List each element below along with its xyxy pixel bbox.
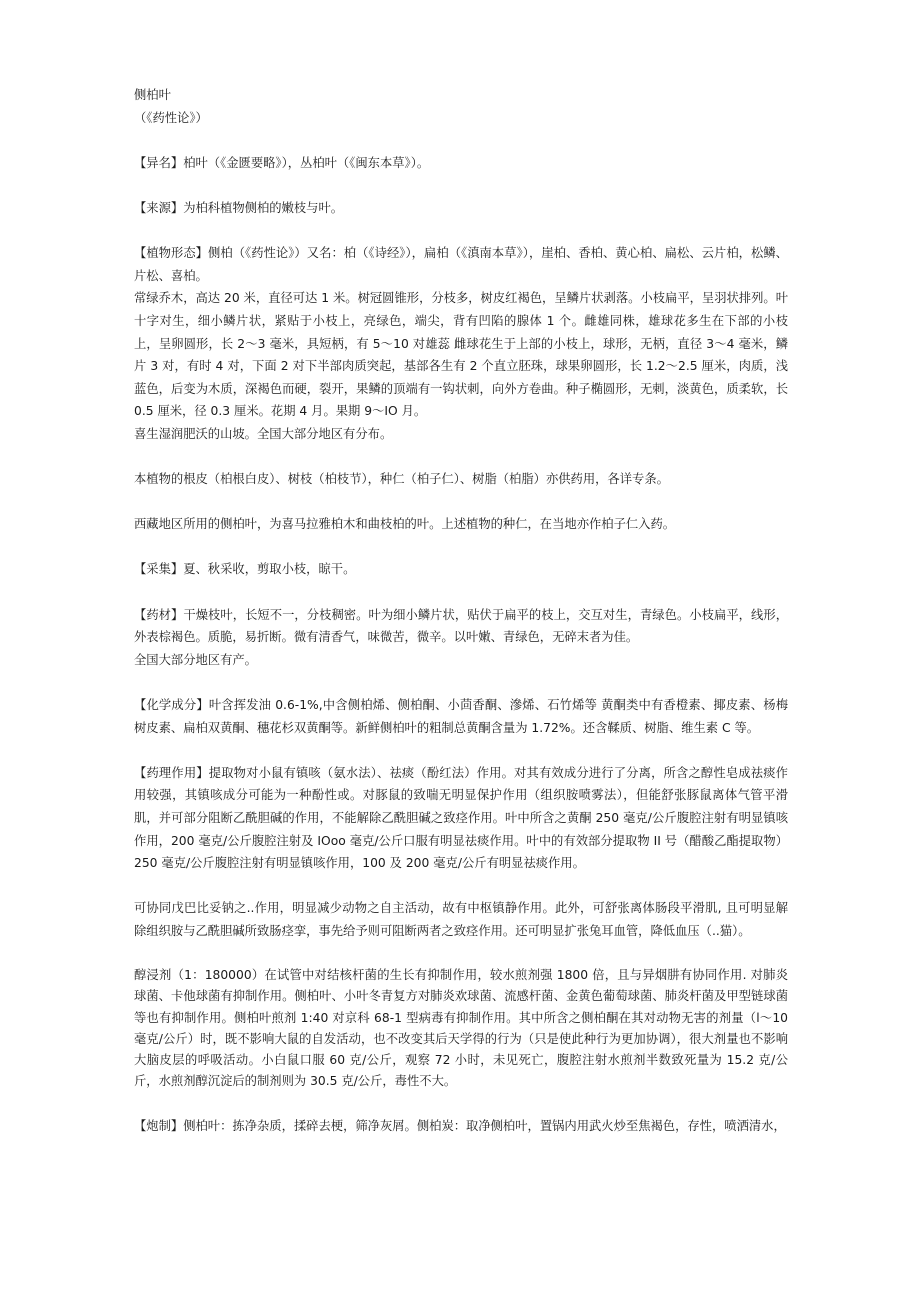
section	[134, 604, 788, 672]
section-gap	[134, 491, 788, 514]
paragraph	[134, 762, 788, 875]
section	[134, 965, 788, 1092]
section	[134, 468, 788, 491]
paragraph-text: 柏叶（《金匮要略》），丛柏叶（《闽东本草》）。	[183, 155, 430, 170]
section-gap	[134, 446, 788, 469]
paragraph	[134, 694, 788, 739]
page-title: 侧柏叶	[134, 88, 171, 102]
section	[134, 242, 788, 445]
section-heading: 【药理作用】	[134, 765, 209, 780]
paragraph	[134, 897, 788, 942]
paragraph-text: 提取物对小鼠有镇咳（氨水法）、祛痰（酚红法）作用。对其有效成分进行了分离，所含之醇性皂成祛痰作用较强，其镇咳成分可能为一种酚性或。对豚鼠的致喘无明显保护作用（组织胺喷雾法），但能舒张豚鼠离体气管平滑肌，并可部分阻断乙酰胆碱的作用，不能解除乙酰胆碱之致痉作用。叶中所含之黄酮 250 毫克/公斤腹腔注射有明显镇咳作用，200 毫克/公斤腹腔注射及 IOoo 毫克/公斤口服有明显祛痰作用。叶中的有效部分提取物 II 号（醋酸乙酯提取物）250 毫克/公斤腹腔注射有明显镇咳作用，100 及 200 毫克/公斤有明显祛痰作用。	[134, 765, 788, 871]
section-gap	[134, 875, 788, 898]
title-source: （《药性论》）	[134, 110, 208, 125]
section-heading: 【采集】	[134, 562, 184, 577]
paragraph-text: 侧柏叶：拣净杂质，揉碎去梗，筛净灰屑。侧柏炭：取净侧柏叶，置锅内用武火炒至焦褐色，存性，喷洒清水，	[183, 1118, 786, 1133]
paragraph	[134, 965, 788, 1092]
section	[134, 1115, 788, 1138]
section-heading: 【异名】	[134, 155, 184, 170]
section	[134, 694, 788, 739]
paragraph	[134, 197, 788, 220]
paragraph	[134, 468, 788, 491]
section-gap	[134, 671, 788, 694]
section-gap	[134, 536, 788, 559]
paragraph-text: 全国大部分地区有产。	[134, 652, 257, 667]
paragraph	[134, 242, 788, 287]
section-heading: 【炮制】	[134, 1118, 184, 1133]
section-gap	[134, 174, 788, 197]
paragraph-text: 侧柏（《药性论》）又名：柏（《诗经》），扁柏（《滇南本草》），崖柏、香柏、黄心柏、扁松、云片柏，松鳞、片松、喜柏。	[134, 246, 788, 283]
section	[134, 897, 788, 942]
section-heading: 【植物形态】	[134, 246, 209, 261]
document-body	[134, 84, 788, 1138]
section-heading: 【来源】	[134, 200, 184, 215]
paragraph	[134, 152, 788, 175]
paragraph-text: 可协同戊巴比妥钠之..作用，明显减少动物之自主活动，故有中枢镇静作用。此外，可舒张离体肠段平滑肌, 且可明显解除组织胺与乙酰胆碱所致肠痉挛，事先给予则可阻断两者之致痉作用。还可明显扩张兔耳血管，降低血压（..猫）。	[134, 901, 788, 938]
paragraph	[134, 649, 788, 672]
section	[134, 558, 788, 581]
section-gap	[134, 220, 788, 243]
paragraph-text: 喜生湿润肥沃的山坡。全国大部分地区有分布。	[134, 426, 393, 441]
paragraph-text: 西藏地区所用的侧柏叶，为喜马拉雅柏木和曲枝柏的叶。上述植物的种仁，在当地亦作柏子仁入药。	[134, 517, 676, 532]
paragraph-text: 干燥枝叶，长短不一，分枝稠密。叶为细小鳞片状，贴伏于扁平的枝上，交互对生，青绿色。小枝扁平，线形，外表棕褐色。质脆，易折断。微有清香气，味微苦，微辛。以叶嫩、青绿色，无碎末者为佳。	[134, 607, 788, 645]
paragraph	[134, 513, 788, 536]
section	[134, 152, 788, 175]
section-heading: 【化学成分】	[134, 698, 209, 713]
section	[134, 197, 788, 220]
paragraph-text: 夏、秋采收，剪取小枝，晾干。	[183, 562, 356, 577]
paragraph-text: 常绿乔木，高达 20 米，直径可达 1 米。树冠圆锥形，分枝多，树皮红褐色，呈鳞片状剥落。小枝扁平，呈羽状排列。叶十字对生，细小鳞片状，紧贴于小枝上，亮绿色，端尖，背有凹陷的腺体 1 个。雌雄同株，雄球花多生在下部的小枝上，呈卵圆形，长 2～3 毫米，具短柄，有 5～10 对雄蕊 雌球花生于上部的小枝上，球形，无柄，直径 3～4 毫米，鳞片 3 对，有时 4 对，下面 2 对下半部肉质突起，基部各生有 2 个直立胚珠，球果卵圆形，长 1.2～2.5 厘米，肉质，浅蓝色，后变为木质，深褐色而硬，裂开，果鳞的顶端有一钩状刺，向外方卷曲。种子椭圆形，无刺，淡黄色，质柔软，长 0.5 厘米，径 0.3 厘米。花期 4 月。果期 9～IO 月。	[134, 291, 788, 419]
section-heading: 【药材】	[134, 607, 184, 622]
section-gap	[134, 581, 788, 604]
paragraph-text: 醇浸剂（1：180000）在试管中对结核杆菌的生长有抑制作用，较水煎剂强 1800 倍，且与异烟肼有协同作用. 对肺炎球菌、卡他球菌有抑制作用。侧柏叶、小叶冬青复方对肺炎欢球菌、流感杆菌、金黄色葡萄球菌、肺炎杆菌及甲型链球菌等也有抑制作用。侧柏叶煎剂 1:40 对京科 68-1 型病毒有抑制作用。其中所含之侧柏酮在其对动物无害的剂量（l～10 毫克/公斤）时，既不影响大鼠的自发活动，也不改变其后天学得的行为（只是使此种行为更加协调），很大剂量也不影响大脑皮层的呼吸活动。小白鼠口服 60 克/公斤，观察 72 小时，未见死亡，腹腔注射水煎剂半数致死量为 15.2 克/公斤，水煎剂醇沉淀后的制剂则为 30.5 克/公斤，毒性不大。	[134, 968, 788, 1089]
paragraph	[134, 287, 788, 423]
paragraph	[134, 1115, 788, 1138]
section-gap	[134, 943, 788, 966]
paragraph-text: 叶含挥发油 0.6-1%,中含侧柏烯、侧柏酮、小茴香酮、滲烯、石竹烯等 黄酮类中有香橙素、揶皮素、杨梅树皮素、扁柏双黄酮、穗花杉双黄酮等。新鲜侧柏叶的粗制总黄酮含量为 1.72%。还含鞣质、树脂、维生素 C 等。	[134, 698, 788, 735]
paragraph-text: 本植物的根皮（柏根白皮）、树枝（柏枝节），种仁（柏子仁）、树脂（柏脂）亦供药用，各详专条。	[134, 472, 669, 487]
paragraph	[134, 423, 788, 446]
section-gap	[134, 129, 788, 152]
section	[134, 762, 788, 875]
sections	[134, 129, 788, 1137]
paragraph	[134, 558, 788, 581]
paragraph	[134, 604, 788, 649]
paragraph-text: 为柏科植物侧柏的嫩枝与叶。	[183, 200, 344, 215]
section	[134, 513, 788, 536]
section-gap	[134, 739, 788, 762]
section-gap	[134, 1092, 788, 1115]
